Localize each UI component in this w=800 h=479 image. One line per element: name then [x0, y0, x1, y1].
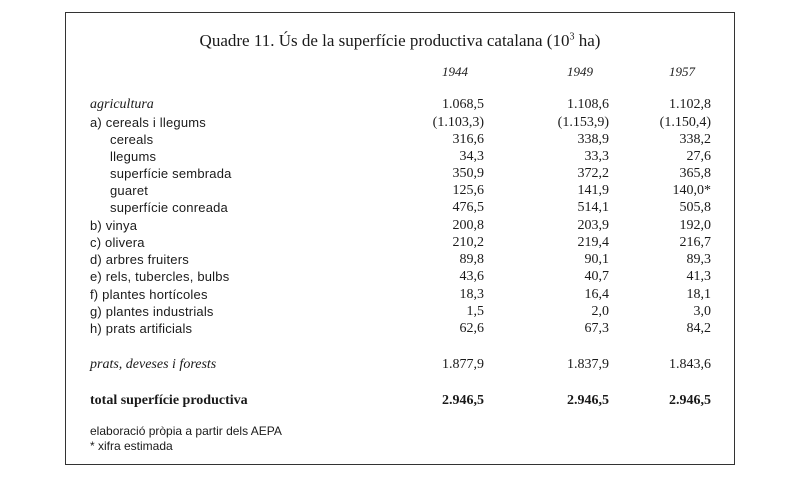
table-title — [0, 31, 800, 51]
value-cell-1944: 62,6 — [459, 321, 484, 336]
value-cell-1957: 338,2 — [679, 132, 711, 147]
value-cell-1957: 3,0 — [693, 304, 711, 319]
value-cell-1949: 203,9 — [577, 218, 609, 233]
value-cell-1949: 372,2 — [577, 166, 609, 181]
value-cell-1957: 89,3 — [686, 252, 711, 267]
value-cell-1944: 1.068,5 — [442, 97, 484, 112]
value-cell-1957: 365,8 — [679, 166, 711, 181]
row-label: guaret — [110, 183, 149, 198]
value-cell-1944: 18,3 — [459, 287, 484, 302]
value-cell-1944: 34,3 — [459, 149, 484, 164]
value-cell-1949: 90,1 — [584, 252, 609, 267]
table-row — [0, 393, 800, 410]
table-row — [0, 115, 800, 132]
value-cell-1949: 16,4 — [584, 287, 609, 302]
value-cell-1949: 67,3 — [584, 321, 609, 336]
table-row — [0, 235, 800, 252]
value-cell-1957: 84,2 — [686, 321, 711, 336]
value-cell-1944: 316,6 — [452, 132, 484, 147]
value-cell-1957: 192,0 — [679, 218, 711, 233]
table-row — [0, 269, 800, 286]
table-row — [0, 132, 800, 149]
value-cell-1957: 1.102,8 — [669, 97, 711, 112]
value-cell-1944: 476,5 — [452, 200, 484, 215]
row-label: d) arbres fruiters — [90, 252, 189, 267]
table-row — [0, 321, 800, 338]
title-text: Quadre 11. Ús de la superfície productiva catalana (10 — [199, 31, 570, 50]
row-label: a) cereals i llegums — [90, 115, 206, 130]
source-note: elaboració pròpia a partir dels AEPA — [90, 424, 282, 438]
row-label: superfície sembrada — [110, 166, 232, 181]
table-row — [0, 218, 800, 235]
row-label: f) plantes hortícoles — [90, 287, 208, 302]
value-cell-1949: 219,4 — [577, 235, 609, 250]
value-cell-1949: 1.837,9 — [567, 357, 609, 372]
row-label: c) olivera — [90, 235, 145, 250]
value-cell-1957: 41,3 — [686, 269, 711, 284]
value-cell-1944: 2.946,5 — [442, 393, 484, 408]
value-cell-1957: 27,6 — [686, 149, 711, 164]
table-row — [0, 357, 800, 374]
value-cell-1944: 200,8 — [452, 218, 484, 233]
table-row — [0, 97, 800, 114]
value-cell-1957: 1.843,6 — [669, 357, 711, 372]
title-superscript: 3 — [569, 31, 575, 43]
row-label: llegums — [110, 149, 157, 164]
value-cell-1944: 125,6 — [452, 183, 484, 198]
value-cell-1944: 1.877,9 — [442, 357, 484, 372]
year-header-1957: 1957 — [669, 64, 695, 79]
value-cell-1944: 350,9 — [452, 166, 484, 181]
value-cell-1949: 40,7 — [584, 269, 609, 284]
row-label: e) rels, tubercles, bulbs — [90, 269, 230, 284]
value-cell-1944: 43,6 — [459, 269, 484, 284]
value-cell-1944: 210,2 — [452, 235, 484, 250]
row-label: h) prats artificials — [90, 321, 193, 336]
row-label: g) plantes industrials — [90, 304, 214, 319]
value-cell-1957: 18,1 — [686, 287, 711, 302]
value-cell-1949: 2,0 — [591, 304, 609, 319]
value-cell-1949: 33,3 — [584, 149, 609, 164]
table-row — [0, 149, 800, 166]
table-row — [0, 252, 800, 269]
table-row — [0, 166, 800, 183]
table-row — [0, 183, 800, 200]
value-cell-1957: (1.150,4) — [659, 115, 711, 130]
value-cell-1949: 1.108,6 — [567, 97, 609, 112]
year-header-1949: 1949 — [567, 64, 593, 79]
row-label: agricultura — [90, 97, 154, 112]
value-cell-1949: 338,9 — [577, 132, 609, 147]
value-cell-1957: 2.946,5 — [669, 393, 711, 408]
row-label: b) vinya — [90, 218, 138, 233]
title-end: ha) — [574, 31, 601, 50]
value-cell-1957: 216,7 — [679, 235, 711, 250]
row-label: prats, deveses i forests — [90, 357, 217, 372]
value-cell-1949: 141,9 — [577, 183, 609, 198]
row-label: superfície conreada — [110, 200, 228, 215]
value-cell-1949: 2.946,5 — [567, 393, 609, 408]
row-label: total superfície productiva — [90, 393, 248, 408]
footnote: * xifra estimada — [90, 439, 173, 453]
value-cell-1949: (1.153,9) — [557, 115, 609, 130]
value-cell-1949: 514,1 — [577, 200, 609, 215]
table-row — [0, 287, 800, 304]
value-cell-1957: 140,0* — [672, 183, 711, 198]
year-header-1944: 1944 — [442, 64, 468, 79]
value-cell-1944: 89,8 — [459, 252, 484, 267]
value-cell-1957: 505,8 — [679, 200, 711, 215]
row-label: cereals — [110, 132, 154, 147]
table-row — [0, 304, 800, 321]
value-cell-1944: 1,5 — [466, 304, 484, 319]
value-cell-1944: (1.103,3) — [432, 115, 484, 130]
table-row — [0, 200, 800, 217]
